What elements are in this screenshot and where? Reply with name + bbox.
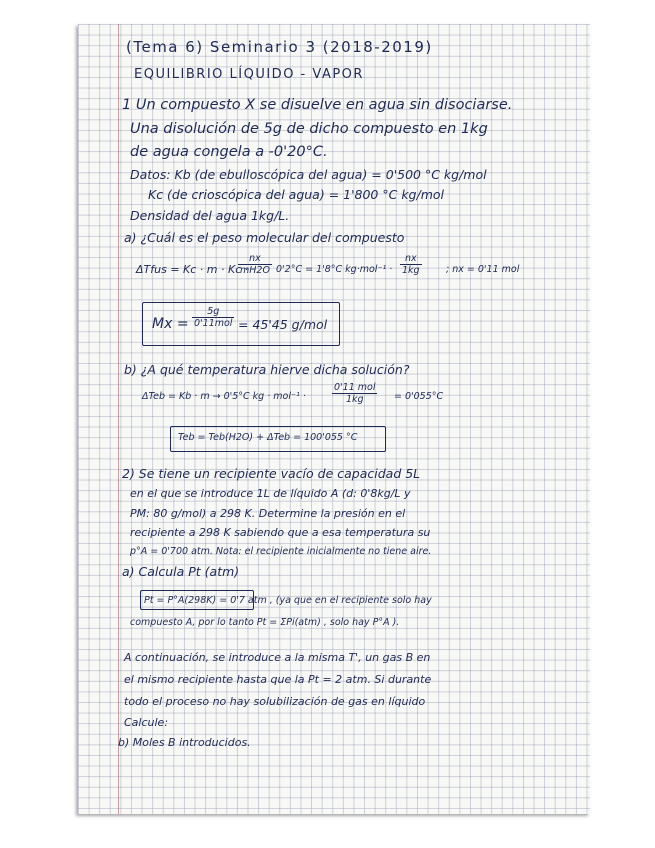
p1-result-a-lhs: Mx = bbox=[152, 316, 189, 332]
p1-statement-line-1: 1 Un compuesto X se disuelve en agua sin disociarse. bbox=[122, 97, 513, 113]
p1-data-line-1: Datos: Kb (de ebulloscópica del agua) = 0'500 °C kg/mol bbox=[130, 167, 487, 182]
p1-question-a: a) ¿Cuál es el peso molecular del compuesto bbox=[124, 230, 405, 245]
p2-continuation-line-1: A continuación, se introduce a la misma T', un gas B en bbox=[124, 651, 431, 664]
p1-question-b: b) ¿A qué temperatura hierve dicha solución? bbox=[124, 362, 410, 377]
p1-eq-a-fraction-2: $\frac{nx}{1kg}$ bbox=[402, 253, 420, 276]
p2-question-a: a) Calcula Pt (atm) bbox=[122, 564, 240, 579]
p2-statement-line-5: p°A = 0'700 atm. Nota: el recipiente inicialmente no tiene aire. bbox=[130, 546, 432, 557]
p2-statement-line-2: en el que se introduce 1L de líquido A (d: 0'8kg/L y bbox=[130, 487, 411, 500]
p1-eq-a-mid: 0'2°C = 1'8°C kg·mol⁻¹ · bbox=[276, 264, 393, 275]
p2-question-b: b) Moles B introducidos. bbox=[118, 736, 251, 749]
p2-statement-line-1: 2) Se tiene un recipiente vacío de capacidad 5L bbox=[122, 466, 421, 481]
p1-eq-b: ΔTeb = Kb · m → 0'5°C kg · mol⁻¹ · bbox=[142, 391, 306, 402]
p1-eq-b-fraction: 0'11 mol 1kg bbox=[334, 382, 376, 405]
p1-eq-b-right: = 0'055°C bbox=[394, 391, 444, 402]
p1-eq-a-left: ΔTfus = Kc · m · Kc · bbox=[136, 263, 249, 276]
p2-answer-a-line-2: compuesto A, por lo tanto Pt = ΣPi(atm) , solo hay P°A ). bbox=[130, 617, 400, 628]
p1-result-a-fraction: 5g 0'11mol bbox=[194, 306, 233, 329]
p1-eq-a-fraction: $\frac{nx}{mH2O}$ bbox=[240, 253, 270, 276]
p2-continuation-line-3: todo el proceso no hay solubilización de gas en líquido bbox=[124, 695, 426, 708]
p2-continuation-line-4: Calcule: bbox=[124, 716, 169, 729]
p1-data-line-3: Densidad del agua 1kg/L. bbox=[130, 208, 290, 223]
p1-eq-a-right: ; nx = 0'11 mol bbox=[446, 264, 520, 275]
page-margin-line bbox=[118, 24, 119, 814]
p2-statement-line-3: PM: 80 g/mol) a 298 K. Determine la presión en el bbox=[130, 507, 406, 520]
notebook-page bbox=[78, 24, 590, 814]
page-subtitle: EQUILIBRIO LÍQUIDO - VAPOR bbox=[134, 67, 364, 82]
p2-statement-line-4: recipiente a 298 K sabiendo que a esa temperatura su bbox=[130, 526, 431, 539]
p1-result-b: Teb = Teb(H2O) + ΔTeb = 100'055 °C bbox=[178, 432, 358, 443]
p1-statement-line-3: de agua congela a -0'20°C. bbox=[130, 144, 328, 160]
p2-answer-a-line-1: Pt = P°A(298K) = 0'7 atm , (ya que en el recipiente solo hay bbox=[144, 595, 432, 606]
p2-continuation-line-2: el mismo recipiente hasta que la Pt = 2 atm. Si durante bbox=[124, 673, 432, 686]
page-title: (Tema 6) Seminario 3 (2018-2019) bbox=[126, 38, 433, 56]
p2-answer-a-box bbox=[140, 590, 254, 610]
p1-data-line-2: Kc (de crioscópica del agua) = 1'800 °C kg/mol bbox=[148, 187, 444, 202]
p1-result-a-rhs: = 45'45 g/mol bbox=[238, 317, 328, 332]
p1-statement-line-2: Una disolución de 5g de dicho compuesto en 1kg bbox=[130, 121, 488, 137]
